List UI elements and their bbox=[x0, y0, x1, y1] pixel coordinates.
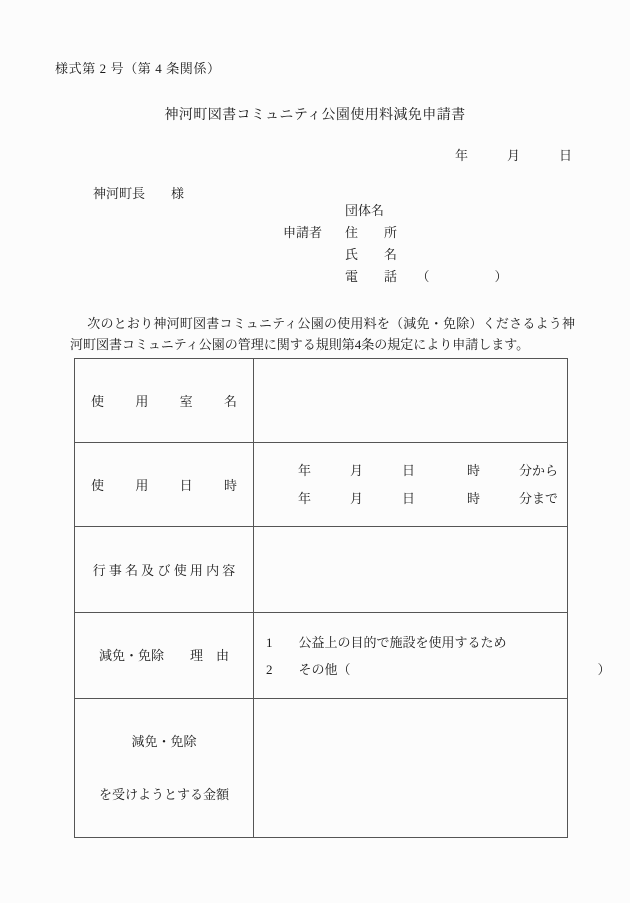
table-row-event-content bbox=[75, 527, 568, 613]
reason-option-2[interactable]: 2 その他（ ） bbox=[266, 661, 611, 677]
reason-option-1[interactable]: 1 公益上の目的で施設を使用するため bbox=[266, 634, 507, 650]
addressee: 神河町長 様 bbox=[93, 186, 185, 201]
applicant-block bbox=[283, 200, 508, 288]
applicant-fields bbox=[345, 200, 508, 288]
row-label-reduction-amount bbox=[75, 699, 254, 838]
row-label-use-datetime-text: 使用日時 bbox=[91, 478, 237, 493]
table-row-use-datetime bbox=[75, 443, 568, 527]
row-label-reduction-reason bbox=[75, 613, 254, 699]
row-value-reduction-amount[interactable] bbox=[254, 699, 568, 838]
datetime-start-line[interactable]: 年 月 日 時 分から bbox=[298, 462, 559, 478]
applicant-address-field[interactable]: 住 所 bbox=[345, 225, 398, 240]
form-number: 様式第 2 号（第 4 条関係） bbox=[55, 61, 221, 76]
row-label-reduction-amount-line1: 減免・免除 bbox=[131, 734, 197, 749]
document-title: 神河町図書コミュニティ公園使用料減免申請書 bbox=[164, 108, 466, 123]
body-paragraph bbox=[70, 313, 575, 355]
applicant-label: 申請者 bbox=[283, 225, 323, 240]
row-label-event-content-text: 行事名及び使用内容 bbox=[92, 563, 239, 578]
row-label-room-name-text: 使用室名 bbox=[91, 394, 237, 409]
row-label-event-content bbox=[75, 527, 254, 613]
datetime-end-line[interactable]: 年 月 日 時 分まで bbox=[298, 490, 559, 506]
applicant-phone-field[interactable]: 電 話 （ ） bbox=[345, 269, 508, 284]
row-value-room-name[interactable] bbox=[254, 359, 568, 443]
row-value-use-datetime[interactable] bbox=[254, 443, 568, 527]
applicant-name-field[interactable]: 氏 名 bbox=[345, 247, 398, 262]
row-label-room-name bbox=[75, 359, 254, 443]
application-details-table bbox=[74, 358, 611, 838]
table-row-room-name bbox=[75, 359, 568, 443]
date-line: 年 月 日 bbox=[455, 148, 573, 163]
row-value-event-content[interactable] bbox=[254, 527, 568, 613]
table-row-reduction-amount bbox=[75, 699, 568, 838]
row-label-use-datetime bbox=[75, 443, 254, 527]
paragraph-text: 次のとおり神河町図書コミュニティ公園の使用料を（減免・免除）くださるよう神河町図書コミュニティ公園の管理に関する規則第4条の規定により申請します。 bbox=[70, 316, 575, 352]
table-row-reduction-reason bbox=[75, 613, 568, 699]
row-value-reduction-reason[interactable] bbox=[254, 613, 611, 699]
row-label-reduction-amount-line2: を受けようとする金額 bbox=[98, 787, 229, 802]
applicant-organization-field[interactable]: 団体名 bbox=[345, 203, 385, 218]
row-label-reduction-reason-text: 減免・免除 理 由 bbox=[98, 648, 229, 663]
